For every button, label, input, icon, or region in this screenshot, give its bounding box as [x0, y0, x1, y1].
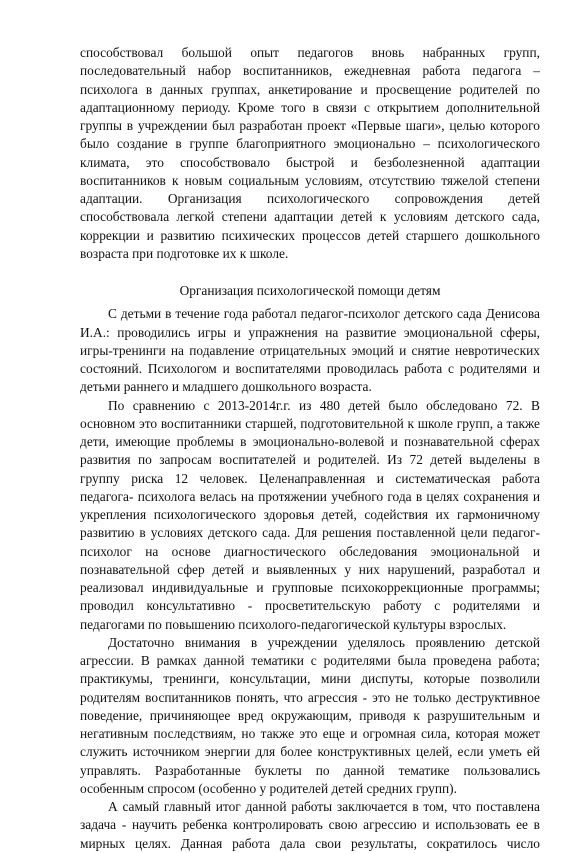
text-line: было создание в группе благоприятного эмоционально – психологического [80, 136, 540, 152]
section-heading: Организация психологической помощи детям [179, 283, 441, 298]
paragraph-psychologist-work [80, 305, 540, 396]
text-line: Достаточно внимания в учреждении уделялось проявлению детской [108, 634, 540, 650]
text-line: А самый главный итог данной работы заключается в том, что поставлена [108, 799, 540, 814]
text-line: группы в учреждении был разработан проект «Первые шаги», целью которого [80, 118, 540, 133]
text-line: мирных целях. Данная работа дала свои результаты, сократилось число [80, 835, 540, 851]
text-line: особенным спросом (особенно у родителей детей средних групп). [80, 780, 457, 796]
text-line: педагога- психолога велась на протяжении учебного года в целях сохранения и [80, 488, 540, 504]
document-body [80, 44, 540, 853]
text-line: воспитанников к новым социальным условиям, отсутствию тяжелой степени [80, 172, 540, 188]
text-line: проводил консультативно - просветительскую работу с родителями и [80, 598, 540, 614]
text-line: психолога в данных группах, анкетирование и просвещение родителей по [80, 81, 540, 97]
text-line: дети, имеющие проблемы в эмоционально-волевой и познавательной сферах [80, 434, 540, 449]
text-line: управлять. Разработанные буклеты по данной тематике пользовались [80, 762, 540, 778]
text-line: адаптации. Организация психологического сопровождения детей [80, 191, 540, 206]
text-line: развитию в условиях детского сада. Для решения поставленной цели педагог- [80, 525, 540, 541]
text-line: основном это воспитанники старшей, подготовительной к школе групп, а также [80, 415, 540, 431]
text-line: детьми раннего и младшего дошкольного возраста. [80, 379, 372, 395]
text-line: родителям воспитанников понять, что агрессия - это не только деструктивное [80, 689, 540, 705]
text-line: группу риска 12 человек. Целенаправленная и систематическая работа [80, 470, 540, 486]
text-line: познавательной сфер детей и выявленных у них нарушений, разработал и [80, 561, 540, 577]
paragraph-adaptation [80, 44, 540, 263]
text-line: состояний. Психологом и воспитателями проводилась работа с родителями и [80, 361, 540, 376]
text-line: укрепления психологического здоровья детей, содействия их гармоничному [80, 507, 540, 522]
text-line: служить источником энергии для более конструктивных целей, если уметь ей [80, 744, 540, 760]
text-line: игры-тренинги на подавление отрицательных эмоций и снятие невротических [80, 342, 540, 358]
paragraph-result [80, 798, 540, 853]
paragraph-comparison [80, 397, 540, 634]
text-line: С детьми в течение года работал педагог-психолог детского сада Денисова [108, 306, 540, 322]
text-line: задача - научить ребенка контролировать свою агрессию и использовать ее в [80, 817, 540, 833]
text-line: И.А.: проводились игры и упражнения на развитие эмоциональной сферы, [80, 324, 540, 340]
text-line: коррекции и развитию психических процессов детей старшего дошкольного [80, 227, 540, 243]
text-line: По сравнению с 2013-2014г.г. из 480 детей было обследовано 72. В [108, 397, 540, 413]
text-line: способствовал большой опыт педагогов вновь набранных групп, [80, 45, 540, 60]
text-line: педагогами по повышению психолого-педагогической культуры взрослых. [80, 616, 507, 632]
text-line: климата, это способствовало быстрой и безболезненной адаптации [80, 154, 540, 170]
text-line: способствовала легкой степени адаптации детей к условиям детского сада, [80, 209, 540, 225]
paragraph-aggression [80, 634, 540, 798]
text-line: психолог на основе диагностического обследования эмоциональной и [80, 543, 540, 559]
text-line: возраста при подготовке их к школе. [80, 245, 289, 261]
text-line: адаптационному периоду. Кроме того в связи с открытием дополнительной [80, 99, 540, 115]
text-line: развития по запросам воспитателей и родителей. Из 72 детей выделены в [80, 452, 540, 468]
text-line: практикумы, тренинги, консультации, мини диспуты, которые позволили [80, 671, 540, 687]
text-line: негативным последствиям, но также это еще и огромная сила, которая может [80, 726, 540, 741]
text-line: агрессии. В рамках данной тематики с родителями была проведена работа; [80, 653, 540, 668]
text-line: реализовал индивидуальные и групповые психокоррекционные программы; [80, 580, 540, 595]
text-line: поведение, причиняющее вред окружающим, приводя к разрушительным и [80, 707, 540, 723]
text-line: последовательный набор воспитанников, ежедневная работа педагога – [80, 63, 540, 79]
